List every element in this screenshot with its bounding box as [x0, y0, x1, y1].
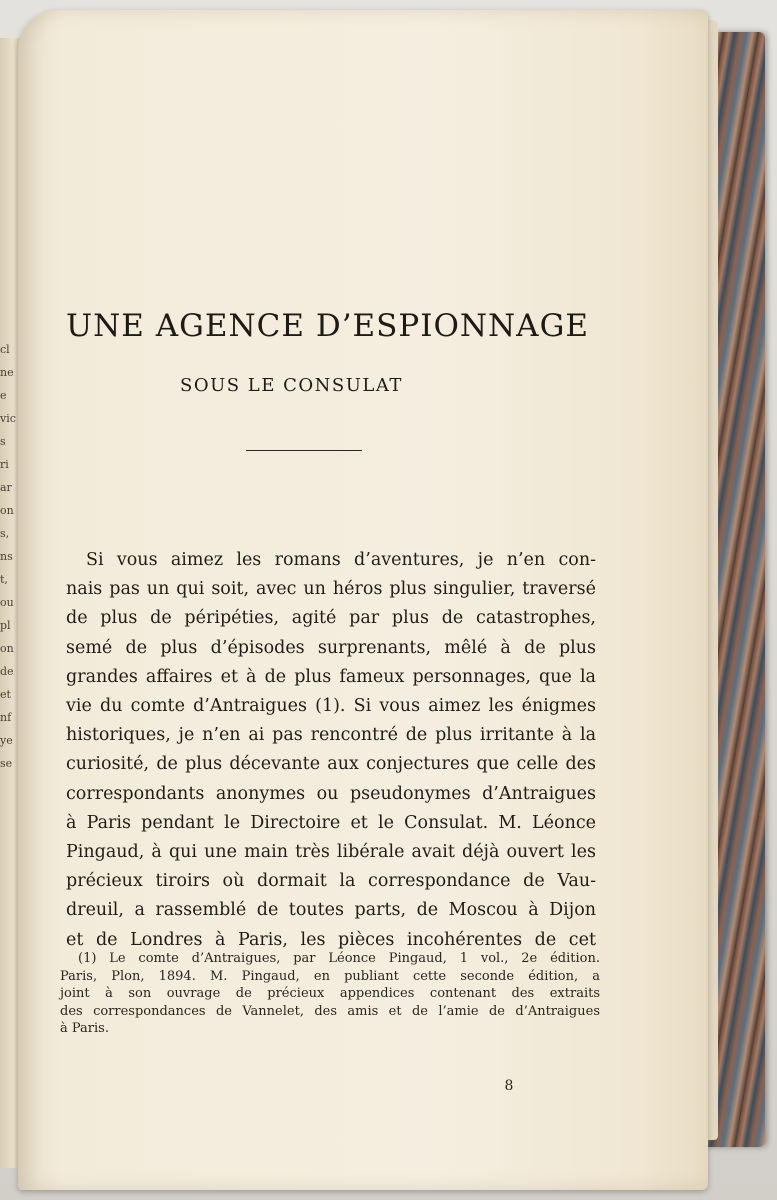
footnote-line: joint à son ouvrage de précieux appendices contenant des extraits	[60, 986, 600, 1001]
left-page-fragment: s	[0, 435, 6, 448]
chapter-subtitle: SOUS LE CONSULAT	[180, 375, 403, 396]
body-line: à Paris pendant le Directoire et le Consulat. M. Léonce	[66, 812, 596, 833]
left-page-fragment: et	[0, 688, 11, 701]
page-number: 8	[504, 1078, 514, 1094]
body-line: curiosité, de plus décevante aux conjectures que celle des	[66, 754, 596, 775]
left-page-text-fragments	[0, 338, 14, 775]
left-page-fragment: ne	[0, 366, 14, 379]
left-page-fragment: ar	[0, 481, 12, 494]
body-line: et de Londres à Paris, les pièces incohérentes de cet	[66, 929, 596, 950]
left-page-fragment: ri	[0, 458, 9, 471]
body-line: précieux tiroirs où dormait la correspondance de Vau-	[66, 871, 596, 892]
body-line: semé de plus d’épisodes surprenants, mêlé à de plus	[66, 637, 596, 658]
left-page-fragment: ye	[0, 734, 13, 747]
book-page	[18, 10, 708, 1190]
left-page-fragment: se	[0, 757, 13, 770]
body-line: Pingaud, à qui une main très libérale avait déjà ouvert les	[66, 842, 596, 863]
chapter-title: UNE AGENCE D’ESPIONNAGE	[66, 308, 589, 344]
body-line: vie du comte d’Antraigues (1). Si vous aimez les énigmes	[66, 696, 596, 717]
body-line: grandes affaires et à de plus fameux personnages, que la	[66, 666, 596, 687]
footnote-line: Paris, Plon, 1894. M. Pingaud, en publiant cette seconde édition, a	[60, 968, 600, 984]
left-page-fragment: ou	[0, 596, 14, 609]
title-rule	[246, 450, 362, 451]
left-page-fragment: ns	[0, 550, 13, 563]
body-line: Si vous aimez les romans d’aventures, je n’en con-	[86, 550, 596, 570]
body-line: correspondants anonymes ou pseudonymes d’Antraigues	[66, 783, 596, 804]
body-line: nais pas un qui soit, avec un héros plus singulier, traversé	[66, 579, 596, 600]
left-page-fragment: e	[0, 389, 7, 402]
left-page-fragment: t,	[0, 573, 8, 586]
left-page-fragment: nf	[0, 711, 12, 724]
footnote-line: à Paris.	[60, 1021, 109, 1036]
body-line: dreuil, a rassemblé de toutes parts, de Moscou à Dijon	[66, 900, 596, 921]
left-page-fragment: de	[0, 665, 14, 678]
left-page-fragment: pl	[0, 619, 11, 632]
body-line: de plus de péripéties, agité par plus de catastrophes,	[66, 608, 596, 629]
left-page-fragment: vic	[0, 412, 16, 425]
footnote-line: (1) Le comte d’Antraigues, par Léonce Pingaud, 1 vol., 2e édition.	[78, 951, 600, 966]
left-page-fragment: on	[0, 642, 14, 655]
body-text	[66, 546, 596, 955]
footnote-line: des correspondances de Vannelet, des amis et de l’amie de d’Antraigues	[60, 1003, 600, 1019]
body-line: historiques, je n’en ai pas rencontré de plus irritante à la	[66, 725, 596, 746]
left-page-fragment: on	[0, 504, 14, 517]
left-page-fragment: cl	[0, 343, 10, 356]
left-page-fragment: s,	[0, 527, 10, 540]
footnote	[60, 950, 600, 1038]
